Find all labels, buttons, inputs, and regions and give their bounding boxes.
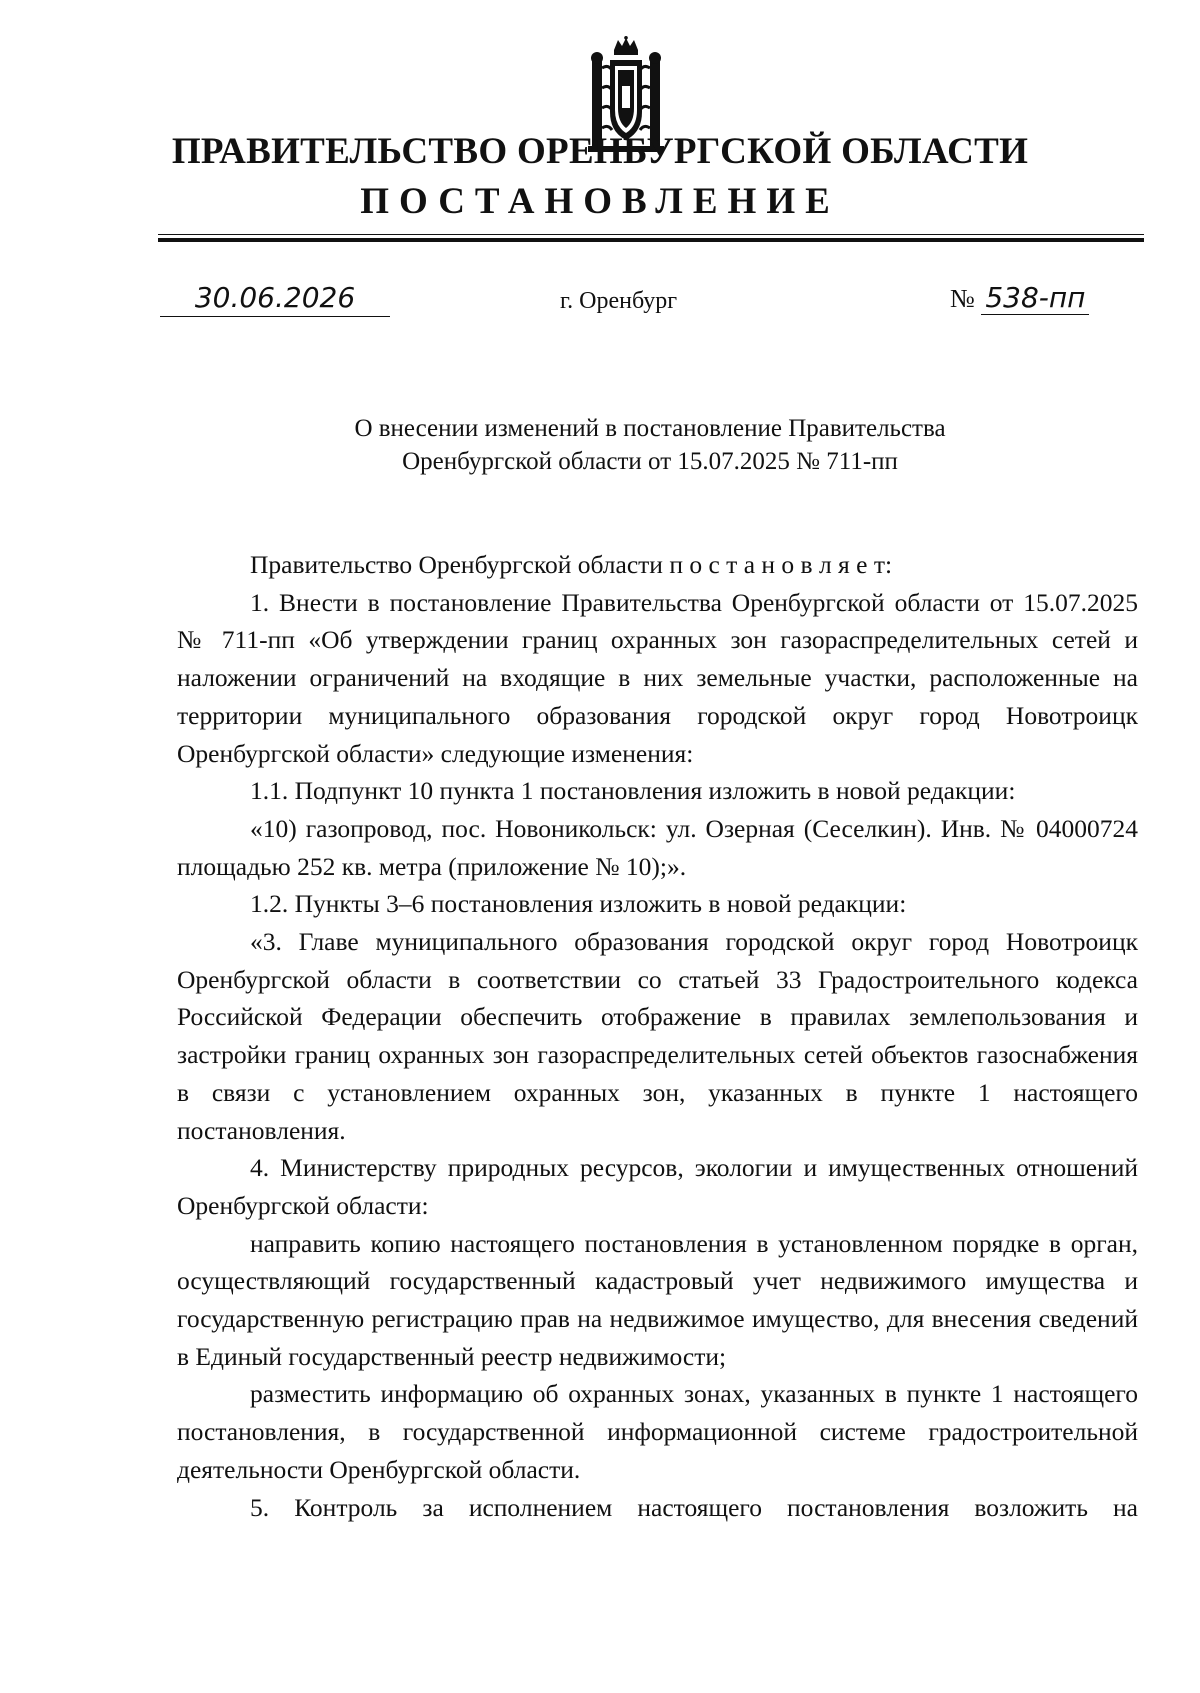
body-paragraph-4: 4. Министерству природных ресурсов, экологии и имущественных отношений Оренбургской области: <box>177 1153 1138 1220</box>
number-value: 538-пп <box>981 281 1089 315</box>
subject-line-2: Оренбургской области от 15.07.2025 № 711-пп <box>402 448 898 475</box>
body-paragraph-4-b: разместить информацию об охранных зонах, указанных в пункте 1 настоящего постановления, в государственной информационной системе градостроительной деятельности Оренбургской области. <box>177 1379 1138 1484</box>
document-type-heading: ПОСТАНОВЛЕНИЕ <box>360 181 840 222</box>
body-paragraph-1-1: 1.1. Подпункт 10 пункта 1 постановления изложить в новой редакции: <box>250 776 1016 806</box>
number-sign: № <box>950 284 975 313</box>
header-divider-thick <box>158 238 1144 242</box>
body-paragraph-1-2: 1.2. Пункты 3–6 постановления изложить в новой редакции: <box>250 889 907 919</box>
header-divider-thin <box>158 234 1144 235</box>
body-paragraph-1-1-text: «10) газопровод, пос. Новоникольск: ул. Озерная (Сеселкин). Инв. № 04000724 площадью 252 кв. метра (приложение № 10);». <box>177 813 1138 881</box>
body-paragraph-5: 5. Контроль за исполнением настоящего постановления возложить на <box>250 1492 1138 1522</box>
body-paragraph-1: 1. Внести в постановление Правительства Оренбургской области от 15.07.2025 № 711-пп «Об утверждении границ охранных зон газораспределительных сетей и наложении ограничений на входящие в них земельные участки, расположенные на территории муниципального образования городской округ город Новотроицк Оренбургской области» следующие изменения: <box>177 587 1138 768</box>
document-city: г. Оренбург <box>560 288 678 314</box>
document-number <box>950 280 1150 317</box>
subject-line-1: О внесении изменений в постановление Правительства <box>354 415 946 442</box>
body-paragraph-4-a: направить копию настоящего постановления в установленном порядке в орган, осуществляющий государственный кадастровый учет недвижимого имущества и государственную регистрацию прав на недвижимое имущество, для внесения сведений в Единый государственный реестр недвижимости; <box>177 1228 1138 1371</box>
document-date: 30.06.2026 <box>160 280 390 317</box>
document-subject <box>200 412 1100 478</box>
government-title: ПРАВИТЕЛЬСТВО ОРЕНБУРГСКОЙ ОБЛАСТИ <box>171 131 1029 172</box>
body-paragraph-3: «3. Главе муниципального образования городской округ город Новотроицк Оренбургской области в соответствии со статьей 33 Градостроительного кодекса Российской Федерации обеспечить отображение в правилах землепользования и застройки границ охранных зон газораспределительных сетей объектов газоснабжения в связи с установлением охранных зон, указанных в пункте 1 настоящего постановления. <box>177 927 1138 1145</box>
document-body <box>177 546 1138 1526</box>
body-paragraph-preamble: Правительство Оренбургской области п о с т а н о в л я е т: <box>250 550 893 579</box>
